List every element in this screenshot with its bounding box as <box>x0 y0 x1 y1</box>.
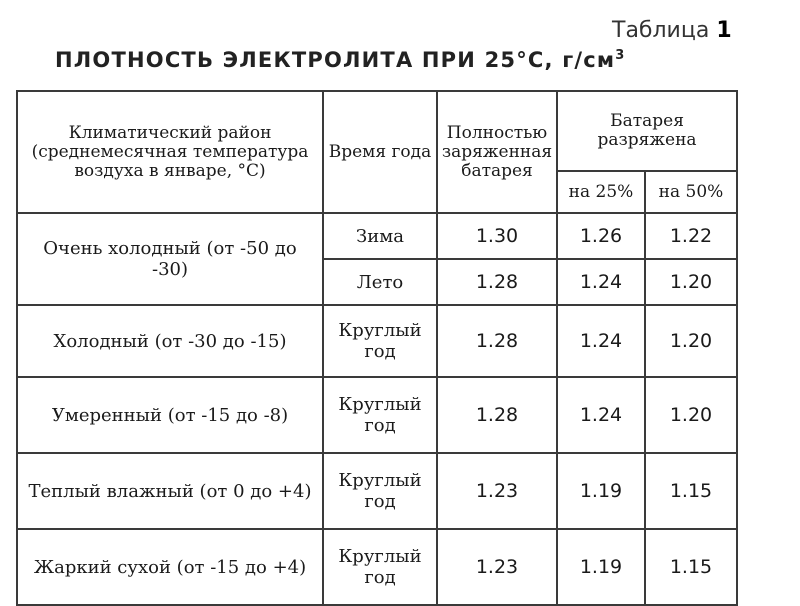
d25-value: 1.24 <box>557 377 645 453</box>
table-row <box>17 453 737 529</box>
region-cell: Очень холодный (от -50 до -30) <box>17 213 323 305</box>
season-cell: Круглый год <box>323 305 437 377</box>
region-cell: Жаркий сухой (от -15 до +4) <box>17 529 323 605</box>
electrolyte-density-table <box>16 90 738 606</box>
season-cell: Лето <box>323 259 437 305</box>
d50-value: 1.20 <box>645 377 737 453</box>
full-value: 1.28 <box>437 259 557 305</box>
region-cell: Умеренный (от -15 до -8) <box>17 377 323 453</box>
d50-value: 1.20 <box>645 259 737 305</box>
d25-value: 1.19 <box>557 453 645 529</box>
d50-value: 1.15 <box>645 529 737 605</box>
caption-label: Таблица <box>612 18 710 43</box>
full-value: 1.23 <box>437 453 557 529</box>
table-title <box>55 48 626 72</box>
season-cell: Зима <box>323 213 437 259</box>
header-region: Климатический район (среднемесячная температура воздуха в январе, °С) <box>17 91 323 213</box>
full-value: 1.30 <box>437 213 557 259</box>
table-row <box>17 305 737 377</box>
d25-value: 1.19 <box>557 529 645 605</box>
full-value: 1.28 <box>437 377 557 453</box>
season-cell: Круглый год <box>323 529 437 605</box>
full-value: 1.28 <box>437 305 557 377</box>
table-row <box>17 213 737 259</box>
full-value: 1.23 <box>437 529 557 605</box>
header-discharged: Батарея разряжена <box>557 91 737 171</box>
season-cell: Круглый год <box>323 453 437 529</box>
d25-value: 1.26 <box>557 213 645 259</box>
table-caption <box>612 18 732 43</box>
title-text: ПЛОТНОСТЬ ЭЛЕКТРОЛИТА ПРИ 25°С, г/см <box>55 48 616 72</box>
header-full: Полностью заряженная батарея <box>437 91 557 213</box>
d50-value: 1.15 <box>645 453 737 529</box>
table-row <box>17 377 737 453</box>
table-row <box>17 529 737 605</box>
header-pct50: на 50% <box>645 171 737 213</box>
header-pct25: на 25% <box>557 171 645 213</box>
d50-value: 1.20 <box>645 305 737 377</box>
title-sup: 3 <box>615 48 626 63</box>
caption-number: 1 <box>716 18 732 43</box>
region-cell: Теплый влажный (от 0 до +4) <box>17 453 323 529</box>
d50-value: 1.22 <box>645 213 737 259</box>
region-cell: Холодный (от -30 до -15) <box>17 305 323 377</box>
header-season: Время года <box>323 91 437 213</box>
d25-value: 1.24 <box>557 259 645 305</box>
d25-value: 1.24 <box>557 305 645 377</box>
season-cell: Круглый год <box>323 377 437 453</box>
